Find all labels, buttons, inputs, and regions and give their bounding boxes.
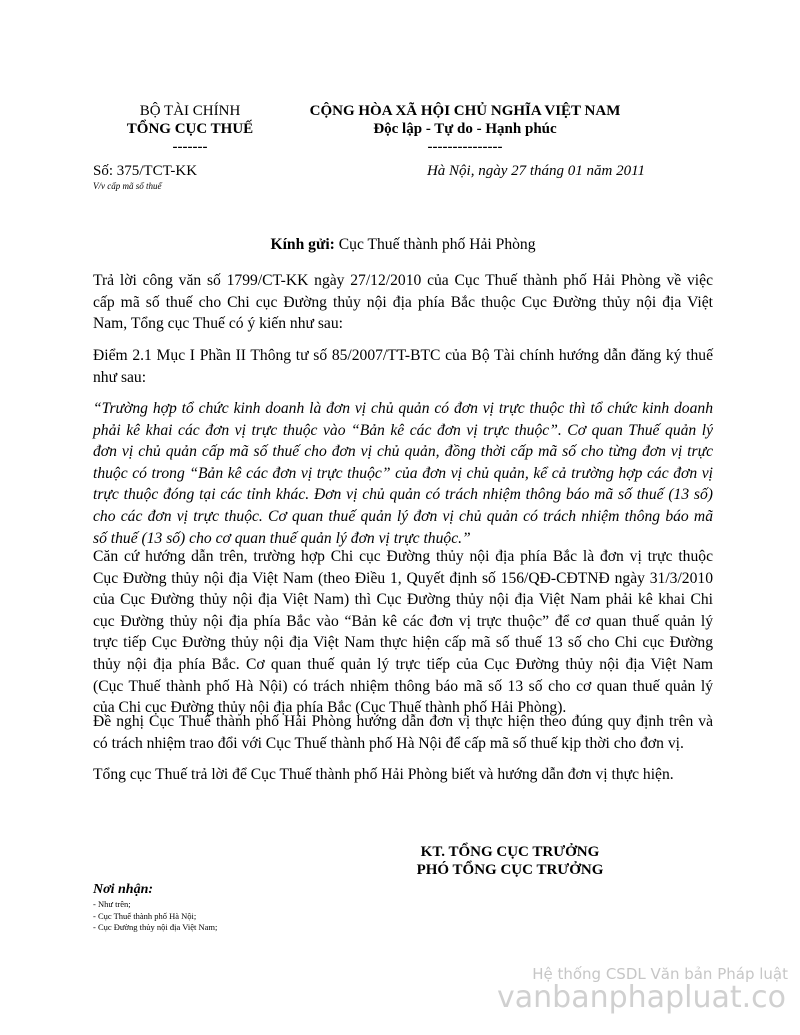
text-line: số thuế (13 số) cho cơ quan thuế quản lý đơn vị trực thuộc.”	[93, 529, 471, 547]
text-line: của Chi cục Đường thủy nội địa phía Bắc (Cục Thuế thành phố Hải Phòng).	[93, 699, 567, 717]
signature-title-2: PHÓ TỔNG CỤC TRƯỞNG	[416, 862, 604, 878]
nation-title: CỘNG HÒA XÃ HỘI CHỦ NGHĨA VIỆT NAM	[309, 103, 621, 119]
recipients-list	[93, 899, 217, 934]
text-line: phải kê khai các đơn vị trực thuộc vào “Bản kê các đơn vị trực thuộc”. Cơ quan Thuế quản lý	[93, 421, 713, 439]
text-line: Trả lời công văn số 1799/CT-KK ngày 27/12/2010 của Cục Thuế thành phố Hải Phòng về việc	[93, 272, 713, 289]
salutation-recipient: Cục Thuế thành phố Hải Phòng	[334, 236, 536, 253]
text-line: thủy nội địa phía Bắc. Cơ quan thuế quản lý trực tiếp của Cục Đường thủy nội địa Việt Nam	[93, 655, 713, 673]
text-line: Điểm 2.1 Mục I Phần II Thông tư số 85/2007/TT-BTC của Bộ Tài chính hướng dẫn đăng ký thuế	[93, 347, 713, 364]
quoted-regulation	[93, 398, 713, 549]
paragraph-reply	[93, 270, 713, 335]
recipient-item: - Như trên;	[93, 899, 131, 909]
text-line: thuộc có trong “Bản kê các đơn vị trực thuộc” của đơn vị chủ quản, kể cả trường hợp các đơn vị	[93, 464, 713, 482]
watermark-caption: Hệ thống CSDL Văn bản Pháp luật	[532, 965, 788, 983]
right-header-rule: ---------------	[427, 139, 503, 155]
document-subject: V/v cấp mã số thuế	[93, 181, 162, 191]
text-line: Tổng cục Thuế trả lời để Cục Thuế thành phố Hải Phòng biết và hướng dẫn đơn vị thực hiện.	[93, 766, 674, 783]
paragraph-request	[93, 711, 713, 754]
salutation	[93, 235, 713, 255]
salutation-label: Kính gửi:	[270, 236, 335, 253]
watermark-domain[interactable]: vanbanphapluat.co	[497, 980, 786, 1015]
text-line: cục Đường thủy nội địa phía Bắc vào “Bản kê các đơn vị trực thuộc” để cơ quan thuế quản lý	[93, 612, 713, 630]
text-line: như sau:	[93, 368, 147, 386]
paragraph-analysis	[93, 546, 713, 719]
text-line: Căn cứ hướng dẫn trên, trường hợp Chi cục Đường thủy nội địa phía Bắc là đơn vị trực thuộc	[93, 548, 713, 565]
document-number: Số: 375/TCT-KK	[93, 163, 198, 179]
paragraph-closing	[93, 764, 713, 786]
text-line: có trách nhiệm trao đổi với Cục Thuế thành phố Hà Nội để cấp mã số thuế kịp thời cho đơn vị.	[93, 734, 684, 752]
text-line: cho các đơn vị trực thuộc. Cơ quan thuế quản lý đơn vị chủ quản có trách nhiệm thông báo mã	[93, 507, 713, 525]
ministry-name: BỘ TÀI CHÍNH	[139, 103, 241, 119]
recipients-heading: Nơi nhận:	[93, 882, 154, 897]
text-line: đơn vị chủ quản cấp mã số thuế cho đơn vị chủ quản, đồng thời cấp mã số cho từng đơn vị trực	[93, 443, 713, 461]
signature-title-1: KT. TỔNG CỤC TRƯỞNG	[420, 844, 600, 860]
text-line: (Cục Thuế thành phố Hà Nội) có trách nhiệm thông báo mã số 13 số cho cơ quan thuế quản lý	[93, 677, 713, 695]
place-and-date: Hà Nội, ngày 27 tháng 01 năm 2011	[426, 163, 645, 179]
text-line: trực thuộc đóng tại các tỉnh khác. Đơn vị chủ quản có trách nhiệm thông báo mã số thuế (13 số)	[93, 486, 713, 504]
national-motto: Độc lập - Tự do - Hạnh phúc	[373, 121, 557, 137]
left-header-rule: -------	[172, 139, 208, 155]
text-line: “Trường hợp tổ chức kinh doanh là đơn vị chủ quản có đơn vị trực thuộc thì tổ chức kinh doanh	[93, 400, 713, 417]
text-line: Cục Đường thủy nội địa Việt Nam (theo Điều 1, Quyết định số 156/QĐ-CĐTNĐ ngày 31/3/2010	[93, 569, 713, 587]
text-line: cấp mã số thuế cho Chi cục Đường thủy nội địa phía Bắc thuộc Cục Đường thủy nội địa Việt	[93, 293, 713, 311]
text-line: Nam, Tổng cục Thuế có ý kiến như sau:	[93, 315, 343, 333]
department-name: TỔNG CỤC THUẾ	[126, 121, 254, 137]
text-line: của Cục Đường thủy nội địa Việt Nam) thì Cục Đường thủy nội địa Việt Nam phải kê khai Chi	[93, 591, 713, 609]
recipient-item: - Cục Thuế thành phố Hà Nội;	[93, 910, 197, 921]
recipient-item: - Cục Đường thủy nội địa Việt Nam;	[93, 922, 218, 932]
paragraph-legal-basis	[93, 345, 713, 388]
text-line: trực tiếp Cục Đường thủy nội địa Việt Nam thực hiện cấp mã số thuế 13 số cho Chi cục Đường	[93, 634, 713, 652]
text-line: Đề nghị Cục Thuế thành phố Hải Phòng hướng dẫn đơn vị thực hiện theo đúng quy định trên và	[93, 713, 713, 730]
